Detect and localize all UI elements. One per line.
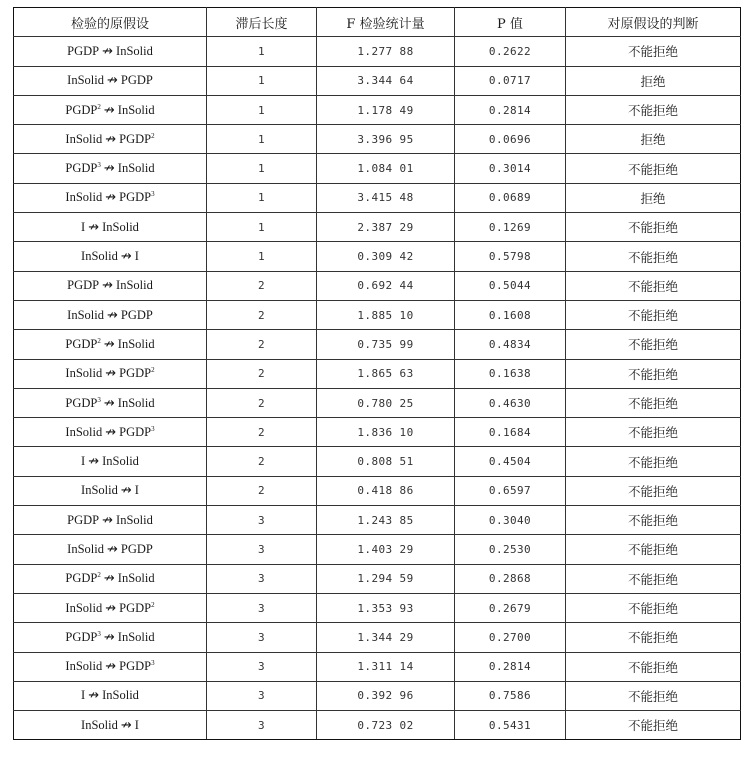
lag-length-cell: 3	[207, 564, 317, 593]
p-value-cell: 0.2530	[455, 535, 566, 564]
effect-variable: InSolid	[116, 512, 153, 527]
judgement-cell: 拒绝	[566, 183, 741, 212]
hypothesis-cell	[14, 476, 207, 505]
hypothesis-cell	[14, 535, 207, 564]
lag-length-cell: 1	[207, 66, 317, 95]
f-statistic-cell: 0.309 42	[317, 242, 455, 271]
cause-variable: PGDP	[65, 161, 98, 176]
hypothesis-cell	[14, 154, 207, 183]
cause-variable: I	[81, 219, 86, 234]
lag-length-cell: 3	[207, 623, 317, 652]
not-granger-cause-arrow-icon: ↛	[105, 190, 117, 206]
not-granger-cause-arrow-icon: ↛	[120, 249, 132, 265]
lag-length-cell: 3	[207, 506, 317, 535]
effect-variable: PGDP	[119, 424, 152, 439]
effect-exponent: 3	[151, 424, 155, 433]
table-row	[14, 213, 741, 242]
effect-exponent: 3	[151, 190, 155, 199]
judgement-cell: 不能拒绝	[566, 330, 741, 359]
lag-length-cell: 2	[207, 447, 317, 476]
p-value-cell: 0.2700	[455, 623, 566, 652]
effect-variable: InSolid	[102, 688, 139, 703]
hypothesis-cell	[14, 213, 207, 242]
cause-exponent: 3	[97, 629, 101, 638]
header-f-statistic: F 检验统计量	[317, 8, 455, 37]
f-statistic-cell: 1.836 10	[317, 418, 455, 447]
effect-variable: PGDP	[120, 541, 153, 556]
judgement-cell: 不能拒绝	[566, 37, 741, 66]
header-lag-length: 滞后长度	[207, 8, 317, 37]
table-row	[14, 388, 741, 417]
judgement-cell: 不能拒绝	[566, 213, 741, 242]
judgement-cell: 不能拒绝	[566, 154, 741, 183]
table-row	[14, 418, 741, 447]
not-granger-cause-arrow-icon: ↛	[105, 366, 117, 382]
judgement-cell: 不能拒绝	[566, 242, 741, 271]
lag-length-cell: 2	[207, 418, 317, 447]
p-value-cell: 0.2814	[455, 95, 566, 124]
granger-causality-table	[13, 7, 741, 740]
lag-length-cell: 2	[207, 271, 317, 300]
table-row	[14, 242, 741, 271]
not-granger-cause-arrow-icon: ↛	[106, 307, 118, 323]
hypothesis-cell	[14, 623, 207, 652]
table-row	[14, 447, 741, 476]
f-statistic-cell: 1.311 14	[317, 652, 455, 681]
judgement-cell: 不能拒绝	[566, 476, 741, 505]
header-p-value: P 值	[455, 8, 566, 37]
p-value-cell: 0.1608	[455, 300, 566, 329]
hypothesis-cell	[14, 564, 207, 593]
p-value-cell: 0.4834	[455, 330, 566, 359]
effect-exponent: 3	[151, 659, 155, 668]
hypothesis-cell	[14, 388, 207, 417]
table-row	[14, 535, 741, 564]
f-statistic-cell: 1.885 10	[317, 300, 455, 329]
not-granger-cause-arrow-icon: ↛	[103, 395, 115, 411]
table-row	[14, 623, 741, 652]
cause-variable: InSolid	[65, 600, 103, 615]
p-value-cell: 0.2679	[455, 593, 566, 622]
effect-variable: InSolid	[102, 454, 139, 469]
hypothesis-cell	[14, 652, 207, 681]
hypothesis-cell	[14, 242, 207, 271]
not-granger-cause-arrow-icon: ↛	[102, 512, 114, 528]
judgement-cell: 不能拒绝	[566, 447, 741, 476]
hypothesis-cell	[14, 37, 207, 66]
p-value-cell: 0.1269	[455, 213, 566, 242]
cause-variable: PGDP	[67, 512, 100, 527]
lag-length-cell: 2	[207, 388, 317, 417]
not-granger-cause-arrow-icon: ↛	[103, 629, 115, 645]
cause-variable: InSolid	[65, 366, 103, 381]
p-value-cell: 0.5798	[455, 242, 566, 271]
p-value-cell: 0.3040	[455, 506, 566, 535]
effect-variable: PGDP	[119, 366, 152, 381]
table-row	[14, 359, 741, 388]
f-statistic-cell: 1.865 63	[317, 359, 455, 388]
effect-variable: PGDP	[120, 73, 153, 88]
hypothesis-cell	[14, 359, 207, 388]
lag-length-cell: 3	[207, 681, 317, 710]
f-statistic-cell: 1.243 85	[317, 506, 455, 535]
effect-variable: InSolid	[117, 571, 155, 586]
table-row	[14, 66, 741, 95]
hypothesis-cell	[14, 95, 207, 124]
f-statistic-cell: 1.344 29	[317, 623, 455, 652]
judgement-cell: 不能拒绝	[566, 564, 741, 593]
table-row	[14, 564, 741, 593]
lag-length-cell: 1	[207, 242, 317, 271]
lag-length-cell: 2	[207, 300, 317, 329]
hypothesis-cell	[14, 418, 207, 447]
hypothesis-cell	[14, 66, 207, 95]
table-row	[14, 330, 741, 359]
f-statistic-cell: 1.277 88	[317, 37, 455, 66]
table-row	[14, 37, 741, 66]
judgement-cell: 不能拒绝	[566, 418, 741, 447]
f-statistic-cell: 1.353 93	[317, 593, 455, 622]
table-row	[14, 652, 741, 681]
cause-variable: I	[81, 454, 86, 469]
table-row	[14, 681, 741, 710]
f-statistic-cell: 1.084 01	[317, 154, 455, 183]
f-statistic-cell: 3.344 64	[317, 66, 455, 95]
cause-variable: InSolid	[65, 190, 103, 205]
effect-variable: PGDP	[119, 190, 152, 205]
lag-length-cell: 2	[207, 330, 317, 359]
cause-variable: InSolid	[67, 541, 104, 556]
judgement-cell: 不能拒绝	[566, 359, 741, 388]
not-granger-cause-arrow-icon: ↛	[88, 688, 100, 704]
table-row	[14, 711, 741, 740]
cause-exponent: 3	[97, 395, 101, 404]
f-statistic-cell: 3.415 48	[317, 183, 455, 212]
judgement-cell: 不能拒绝	[566, 711, 741, 740]
judgement-cell: 不能拒绝	[566, 95, 741, 124]
effect-variable: PGDP	[119, 600, 152, 615]
not-granger-cause-arrow-icon: ↛	[105, 424, 117, 440]
judgement-cell: 不能拒绝	[566, 535, 741, 564]
lag-length-cell: 1	[207, 95, 317, 124]
judgement-cell: 不能拒绝	[566, 271, 741, 300]
judgement-cell: 不能拒绝	[566, 388, 741, 417]
f-statistic-cell: 1.403 29	[317, 535, 455, 564]
not-granger-cause-arrow-icon: ↛	[105, 659, 117, 675]
not-granger-cause-arrow-icon: ↛	[103, 336, 115, 352]
f-statistic-cell: 0.723 02	[317, 711, 455, 740]
not-granger-cause-arrow-icon: ↛	[88, 454, 100, 470]
p-value-cell: 0.2814	[455, 652, 566, 681]
p-value-cell: 0.5431	[455, 711, 566, 740]
effect-variable: InSolid	[117, 629, 155, 644]
lag-length-cell: 1	[207, 154, 317, 183]
cause-variable: InSolid	[81, 483, 118, 498]
effect-variable: InSolid	[117, 395, 155, 410]
lag-length-cell: 1	[207, 213, 317, 242]
hypothesis-cell	[14, 447, 207, 476]
cause-exponent: 2	[97, 571, 101, 580]
not-granger-cause-arrow-icon: ↛	[106, 73, 118, 89]
p-value-cell: 0.1684	[455, 418, 566, 447]
cause-variable: InSolid	[65, 659, 103, 674]
not-granger-cause-arrow-icon: ↛	[105, 600, 117, 616]
not-granger-cause-arrow-icon: ↛	[103, 571, 115, 587]
effect-variable: InSolid	[102, 219, 139, 234]
hypothesis-cell	[14, 506, 207, 535]
p-value-cell: 0.0689	[455, 183, 566, 212]
f-statistic-cell: 0.735 99	[317, 330, 455, 359]
p-value-cell: 0.2868	[455, 564, 566, 593]
p-value-cell: 0.0717	[455, 66, 566, 95]
hypothesis-cell	[14, 681, 207, 710]
lag-length-cell: 2	[207, 359, 317, 388]
judgement-cell: 不能拒绝	[566, 652, 741, 681]
cause-exponent: 2	[97, 336, 101, 345]
cause-variable: I	[81, 688, 86, 703]
f-statistic-cell: 0.392 96	[317, 681, 455, 710]
effect-variable: PGDP	[119, 659, 152, 674]
lag-length-cell: 2	[207, 476, 317, 505]
not-granger-cause-arrow-icon: ↛	[105, 131, 117, 147]
f-statistic-cell: 0.780 25	[317, 388, 455, 417]
table-row	[14, 271, 741, 300]
effect-variable: InSolid	[117, 161, 155, 176]
not-granger-cause-arrow-icon: ↛	[103, 161, 115, 177]
effect-variable: PGDP	[120, 307, 153, 322]
table-row	[14, 154, 741, 183]
table-body	[14, 37, 741, 740]
effect-variable: InSolid	[116, 43, 153, 58]
judgement-cell: 不能拒绝	[566, 506, 741, 535]
cause-variable: InSolid	[81, 717, 118, 732]
header-null-hypothesis: 检验的原假设	[14, 8, 207, 37]
not-granger-cause-arrow-icon: ↛	[102, 43, 114, 59]
lag-length-cell: 3	[207, 593, 317, 622]
f-statistic-cell: 0.692 44	[317, 271, 455, 300]
p-value-cell: 0.6597	[455, 476, 566, 505]
lag-length-cell: 3	[207, 711, 317, 740]
table-row	[14, 593, 741, 622]
effect-exponent: 2	[151, 131, 155, 140]
cause-variable: PGDP	[65, 336, 98, 351]
effect-variable: I	[134, 717, 139, 732]
judgement-cell: 不能拒绝	[566, 681, 741, 710]
cause-exponent: 2	[97, 102, 101, 111]
cause-variable: PGDP	[65, 629, 98, 644]
table-row	[14, 300, 741, 329]
lag-length-cell: 1	[207, 37, 317, 66]
f-statistic-cell: 2.387 29	[317, 213, 455, 242]
table-row	[14, 95, 741, 124]
p-value-cell: 0.4504	[455, 447, 566, 476]
cause-variable: PGDP	[65, 571, 98, 586]
header-judgement: 对原假设的判断	[566, 8, 741, 37]
p-value-cell: 0.0696	[455, 125, 566, 154]
f-statistic-cell: 1.294 59	[317, 564, 455, 593]
not-granger-cause-arrow-icon: ↛	[120, 717, 132, 733]
hypothesis-cell	[14, 125, 207, 154]
cause-variable: PGDP	[67, 43, 100, 58]
effect-variable: InSolid	[116, 278, 153, 293]
judgement-cell: 拒绝	[566, 66, 741, 95]
table-row	[14, 506, 741, 535]
f-statistic-cell: 1.178 49	[317, 95, 455, 124]
cause-exponent: 3	[97, 161, 101, 170]
lag-length-cell: 1	[207, 125, 317, 154]
table-row	[14, 183, 741, 212]
not-granger-cause-arrow-icon: ↛	[120, 483, 132, 499]
cause-variable: PGDP	[67, 278, 100, 293]
cause-variable: InSolid	[65, 131, 103, 146]
cause-variable: PGDP	[65, 395, 98, 410]
cause-variable: InSolid	[67, 73, 104, 88]
cause-variable: InSolid	[65, 424, 103, 439]
hypothesis-cell	[14, 593, 207, 622]
effect-variable: PGDP	[119, 131, 152, 146]
f-statistic-cell: 3.396 95	[317, 125, 455, 154]
hypothesis-cell	[14, 300, 207, 329]
effect-variable: InSolid	[117, 336, 155, 351]
effect-exponent: 2	[151, 600, 155, 609]
hypothesis-cell	[14, 183, 207, 212]
effect-variable: InSolid	[117, 102, 155, 117]
judgement-cell: 拒绝	[566, 125, 741, 154]
cause-variable: InSolid	[81, 249, 118, 264]
effect-variable: I	[134, 249, 139, 264]
p-value-cell: 0.4630	[455, 388, 566, 417]
hypothesis-cell	[14, 330, 207, 359]
not-granger-cause-arrow-icon: ↛	[103, 102, 115, 118]
hypothesis-cell	[14, 711, 207, 740]
cause-variable: InSolid	[67, 307, 104, 322]
p-value-cell: 0.1638	[455, 359, 566, 388]
effect-variable: I	[134, 483, 139, 498]
lag-length-cell: 3	[207, 535, 317, 564]
p-value-cell: 0.5044	[455, 271, 566, 300]
judgement-cell: 不能拒绝	[566, 623, 741, 652]
f-statistic-cell: 0.808 51	[317, 447, 455, 476]
table-row	[14, 476, 741, 505]
p-value-cell: 0.3014	[455, 154, 566, 183]
p-value-cell: 0.7586	[455, 681, 566, 710]
f-statistic-cell: 0.418 86	[317, 476, 455, 505]
hypothesis-cell	[14, 271, 207, 300]
p-value-cell: 0.2622	[455, 37, 566, 66]
judgement-cell: 不能拒绝	[566, 300, 741, 329]
not-granger-cause-arrow-icon: ↛	[102, 278, 114, 294]
judgement-cell: 不能拒绝	[566, 593, 741, 622]
header-row	[14, 8, 741, 37]
not-granger-cause-arrow-icon: ↛	[88, 219, 100, 235]
lag-length-cell: 3	[207, 652, 317, 681]
table-row	[14, 125, 741, 154]
lag-length-cell: 1	[207, 183, 317, 212]
not-granger-cause-arrow-icon: ↛	[106, 541, 118, 557]
effect-exponent: 2	[151, 366, 155, 375]
cause-variable: PGDP	[65, 102, 98, 117]
